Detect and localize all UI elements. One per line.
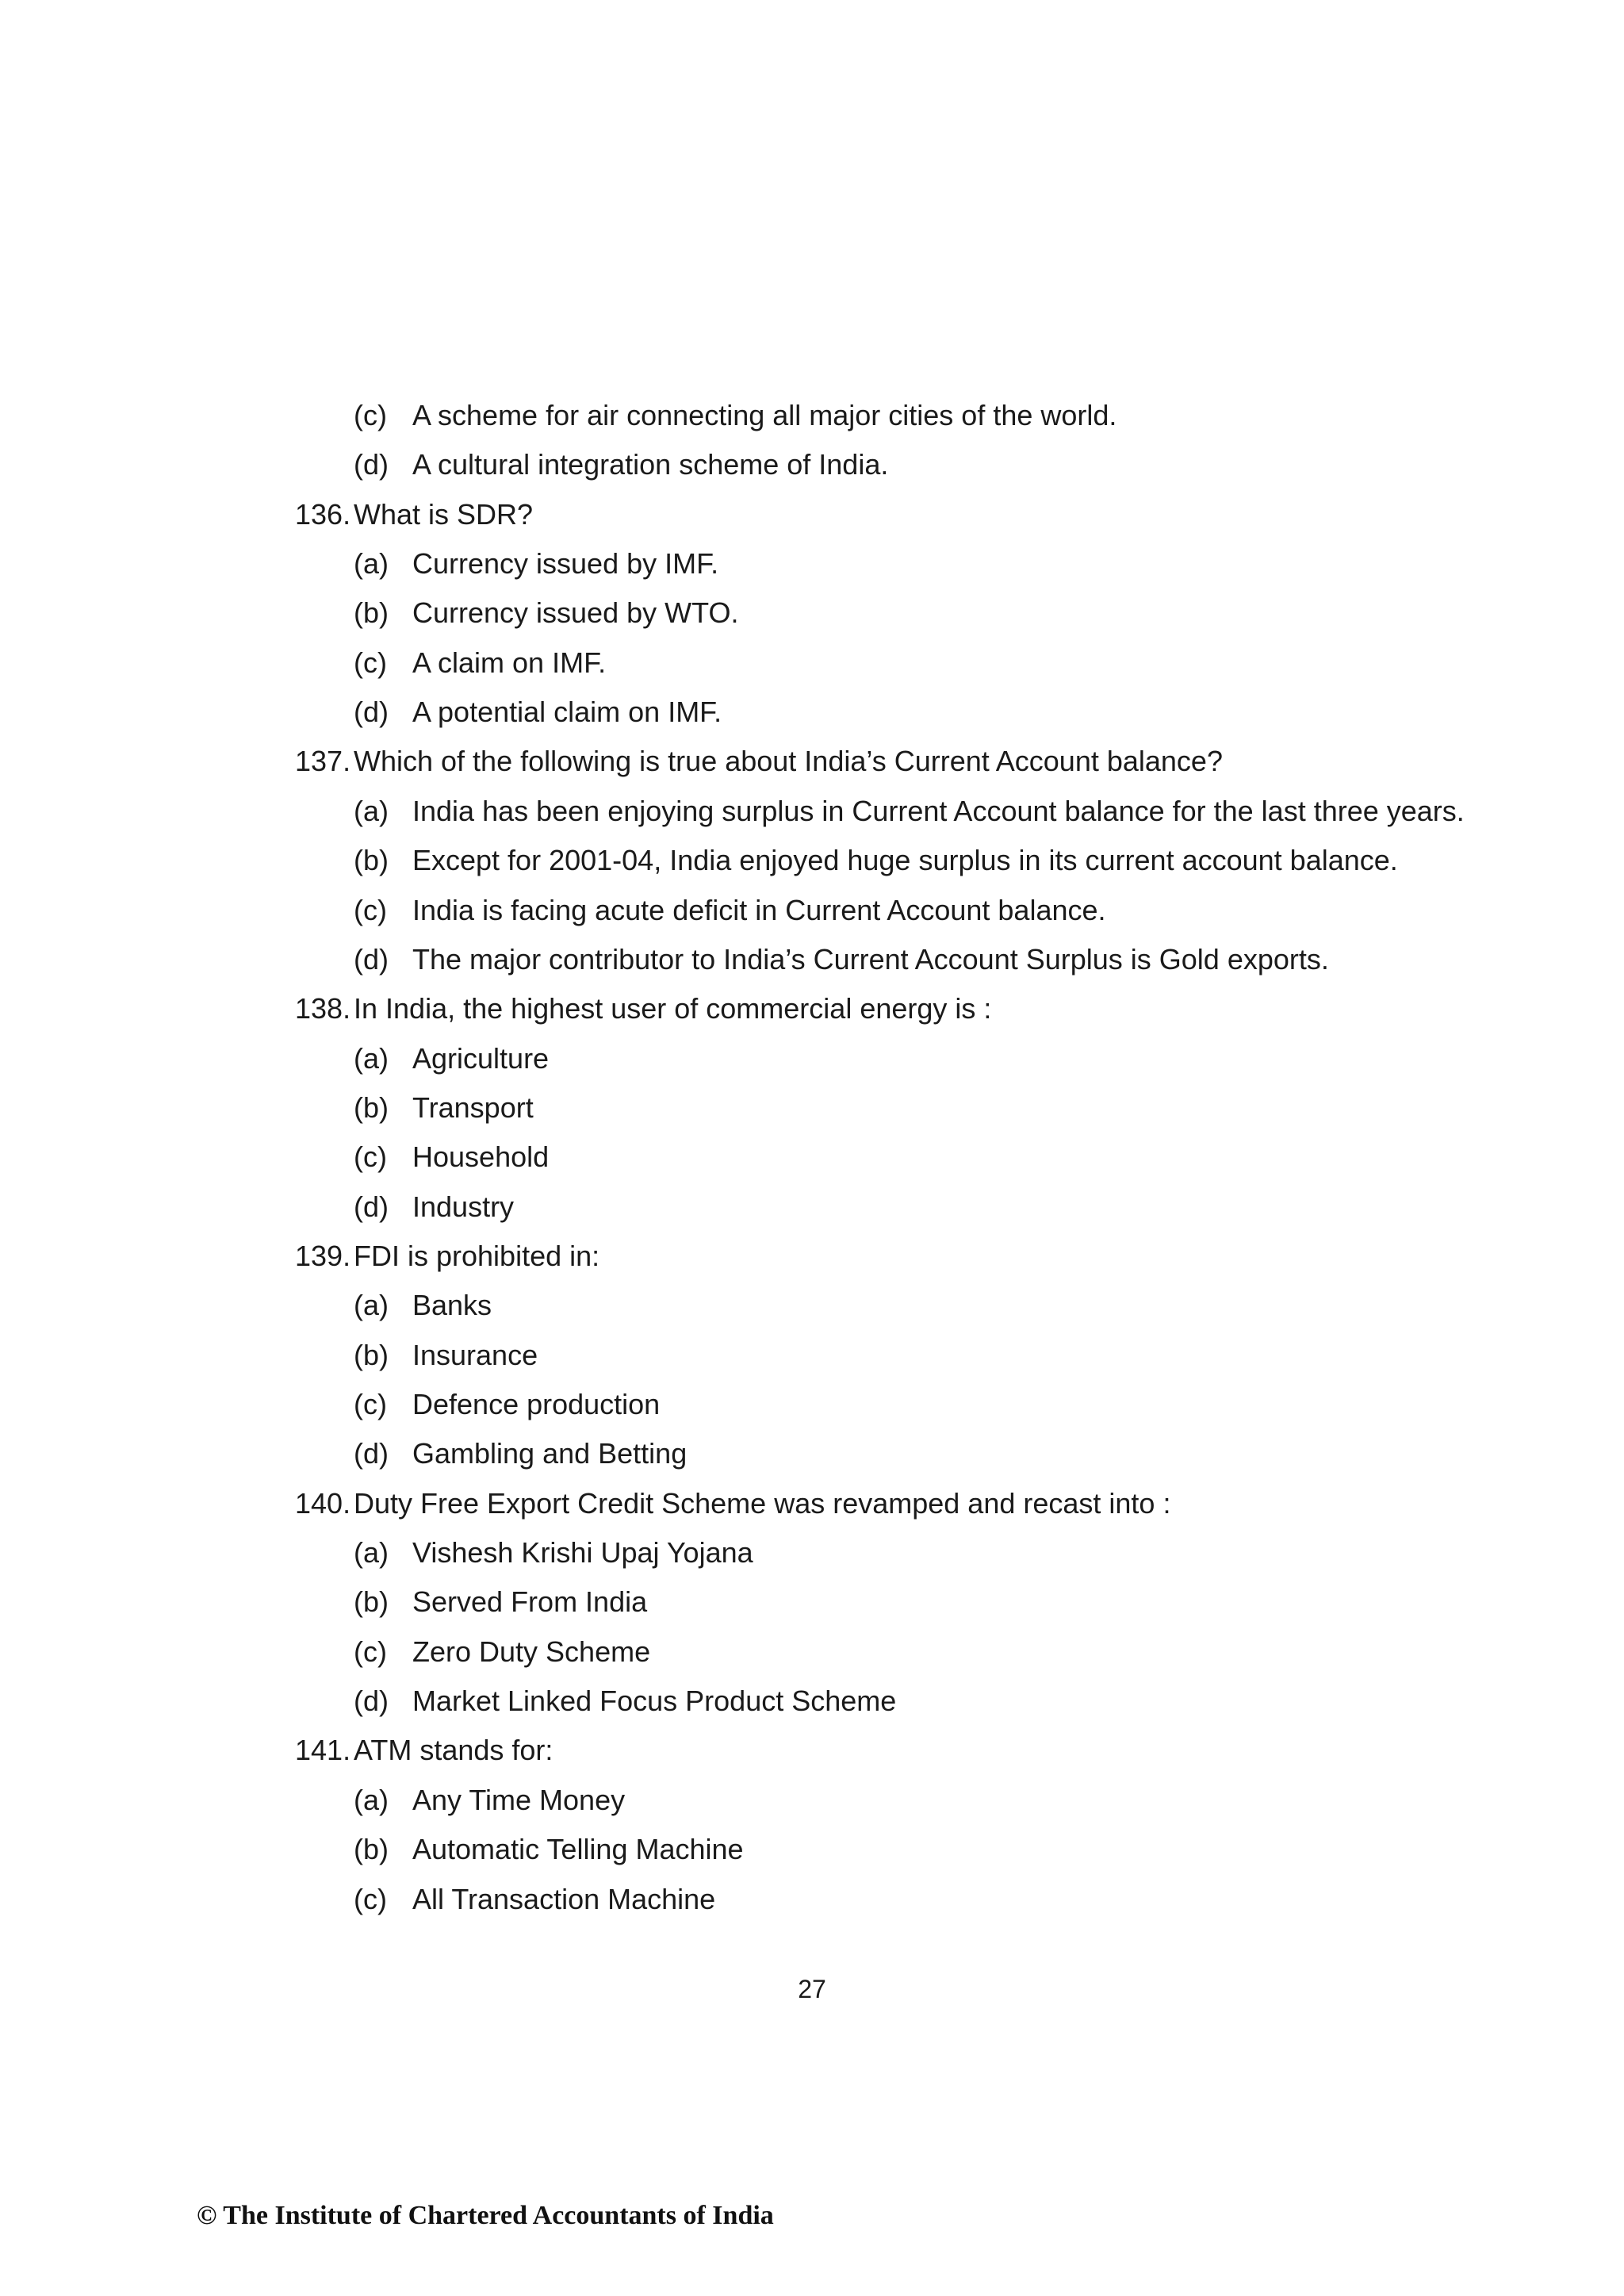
option-text: A cultural integration scheme of India. (412, 448, 889, 481)
option-line (0, 1182, 1624, 1232)
option-line (0, 1825, 1624, 1874)
option-letter: (b) (354, 1833, 389, 1866)
option-letter: (d) (354, 942, 389, 976)
question-text: ATM stands for: (354, 1734, 553, 1767)
option-letter: (c) (354, 1635, 387, 1668)
option-line (0, 1577, 1624, 1627)
option-line (0, 935, 1624, 984)
option-letter: (a) (354, 1289, 389, 1322)
option-line (0, 688, 1624, 737)
question-text: What is SDR? (354, 497, 534, 531)
question-number: 141. (295, 1734, 351, 1767)
option-letter: (b) (354, 1091, 389, 1124)
option-text: India is facing acute deficit in Current Account balance. (412, 893, 1106, 926)
option-line (0, 1528, 1624, 1577)
option-text: Agriculture (412, 1041, 550, 1075)
option-line (0, 1677, 1624, 1726)
option-letter: (a) (354, 547, 389, 581)
option-text: Currency issued by WTO. (412, 596, 739, 630)
option-text: India has been enjoying surplus in Current Account balance for the last three years. (412, 794, 1465, 827)
question-text: FDI is prohibited in: (354, 1239, 600, 1272)
option-letter: (c) (354, 1388, 387, 1420)
question-line (0, 1726, 1624, 1775)
option-text: Automatic Telling Machine (412, 1833, 744, 1866)
option-text: A claim on IMF. (412, 646, 607, 679)
option-text: Banks (412, 1289, 492, 1322)
option-letter: (b) (354, 596, 389, 630)
option-text: Vishesh Krishi Upaj Yojana (412, 1536, 753, 1570)
option-line (0, 1776, 1624, 1825)
option-letter: (c) (354, 399, 387, 431)
option-letter: (b) (354, 1585, 389, 1619)
option-letter: (c) (354, 893, 387, 926)
option-letter: (a) (354, 1041, 389, 1075)
option-text: Gambling and Betting (412, 1437, 688, 1470)
option-letter: (b) (354, 1338, 389, 1371)
option-line (0, 836, 1624, 885)
option-line (0, 787, 1624, 836)
option-letter: (a) (354, 1536, 389, 1570)
question-line (0, 1479, 1624, 1528)
question-text: Duty Free Export Credit Scheme was revamped and recast into : (354, 1486, 1171, 1520)
option-text: All Transaction Machine (412, 1882, 716, 1915)
option-text: Transport (412, 1091, 534, 1124)
option-line (0, 1034, 1624, 1083)
question-number: 138. (295, 992, 351, 1025)
option-letter: (d) (354, 448, 389, 481)
option-text: Industry (412, 1190, 515, 1223)
question-line (0, 984, 1624, 1033)
option-line (0, 1429, 1624, 1478)
option-line (0, 1281, 1624, 1330)
option-letter: (d) (354, 696, 389, 729)
option-text: The major contributor to India’s Current Account Surplus is Gold exports. (412, 942, 1329, 976)
question-number: 139. (295, 1239, 351, 1272)
option-line (0, 539, 1624, 588)
option-letter: (a) (354, 794, 389, 827)
option-text: A scheme for air connecting all major cities of the world. (412, 399, 1117, 431)
question-text: Which of the following is true about India’s Current Account balance? (354, 745, 1223, 778)
question-line (0, 1232, 1624, 1281)
option-text: Zero Duty Scheme (412, 1635, 651, 1668)
question-number: 137. (295, 745, 351, 778)
option-text: Market Linked Focus Product Scheme (412, 1685, 897, 1718)
option-line (0, 1875, 1624, 1924)
option-line (0, 886, 1624, 935)
option-letter: (c) (354, 646, 387, 679)
option-letter: (c) (354, 1140, 387, 1174)
option-line (0, 638, 1624, 688)
option-text: Household (412, 1140, 550, 1174)
option-text: Served From India (412, 1585, 648, 1619)
option-letter: (d) (354, 1190, 389, 1223)
option-line (0, 588, 1624, 638)
question-number: 136. (295, 497, 351, 531)
copyright-footer: © The Institute of Chartered Accountants of India (197, 2201, 774, 2230)
option-line (0, 391, 1624, 440)
option-letter: (d) (354, 1685, 389, 1718)
question-line (0, 737, 1624, 786)
option-text: Currency issued by IMF. (412, 547, 719, 581)
question-number: 140. (295, 1486, 351, 1520)
option-text: A potential claim on IMF. (412, 696, 722, 729)
option-letter: (b) (354, 844, 389, 877)
question-text: In India, the highest user of commercial energy is : (354, 992, 992, 1025)
option-text: Defence production (412, 1388, 661, 1420)
option-letter: (c) (354, 1882, 387, 1915)
option-line (0, 1133, 1624, 1182)
option-letter: (d) (354, 1437, 389, 1470)
option-text: Except for 2001-04, India enjoyed huge surplus in its current account balance. (412, 844, 1398, 877)
option-line (0, 1627, 1624, 1677)
page-number: 27 (798, 1975, 826, 2003)
option-line (0, 1083, 1624, 1133)
option-line (0, 1331, 1624, 1380)
option-line (0, 440, 1624, 489)
option-text: Insurance (412, 1338, 538, 1371)
option-letter: (a) (354, 1783, 389, 1816)
option-text: Any Time Money (412, 1783, 626, 1816)
option-line (0, 1380, 1624, 1429)
question-line (0, 490, 1624, 539)
